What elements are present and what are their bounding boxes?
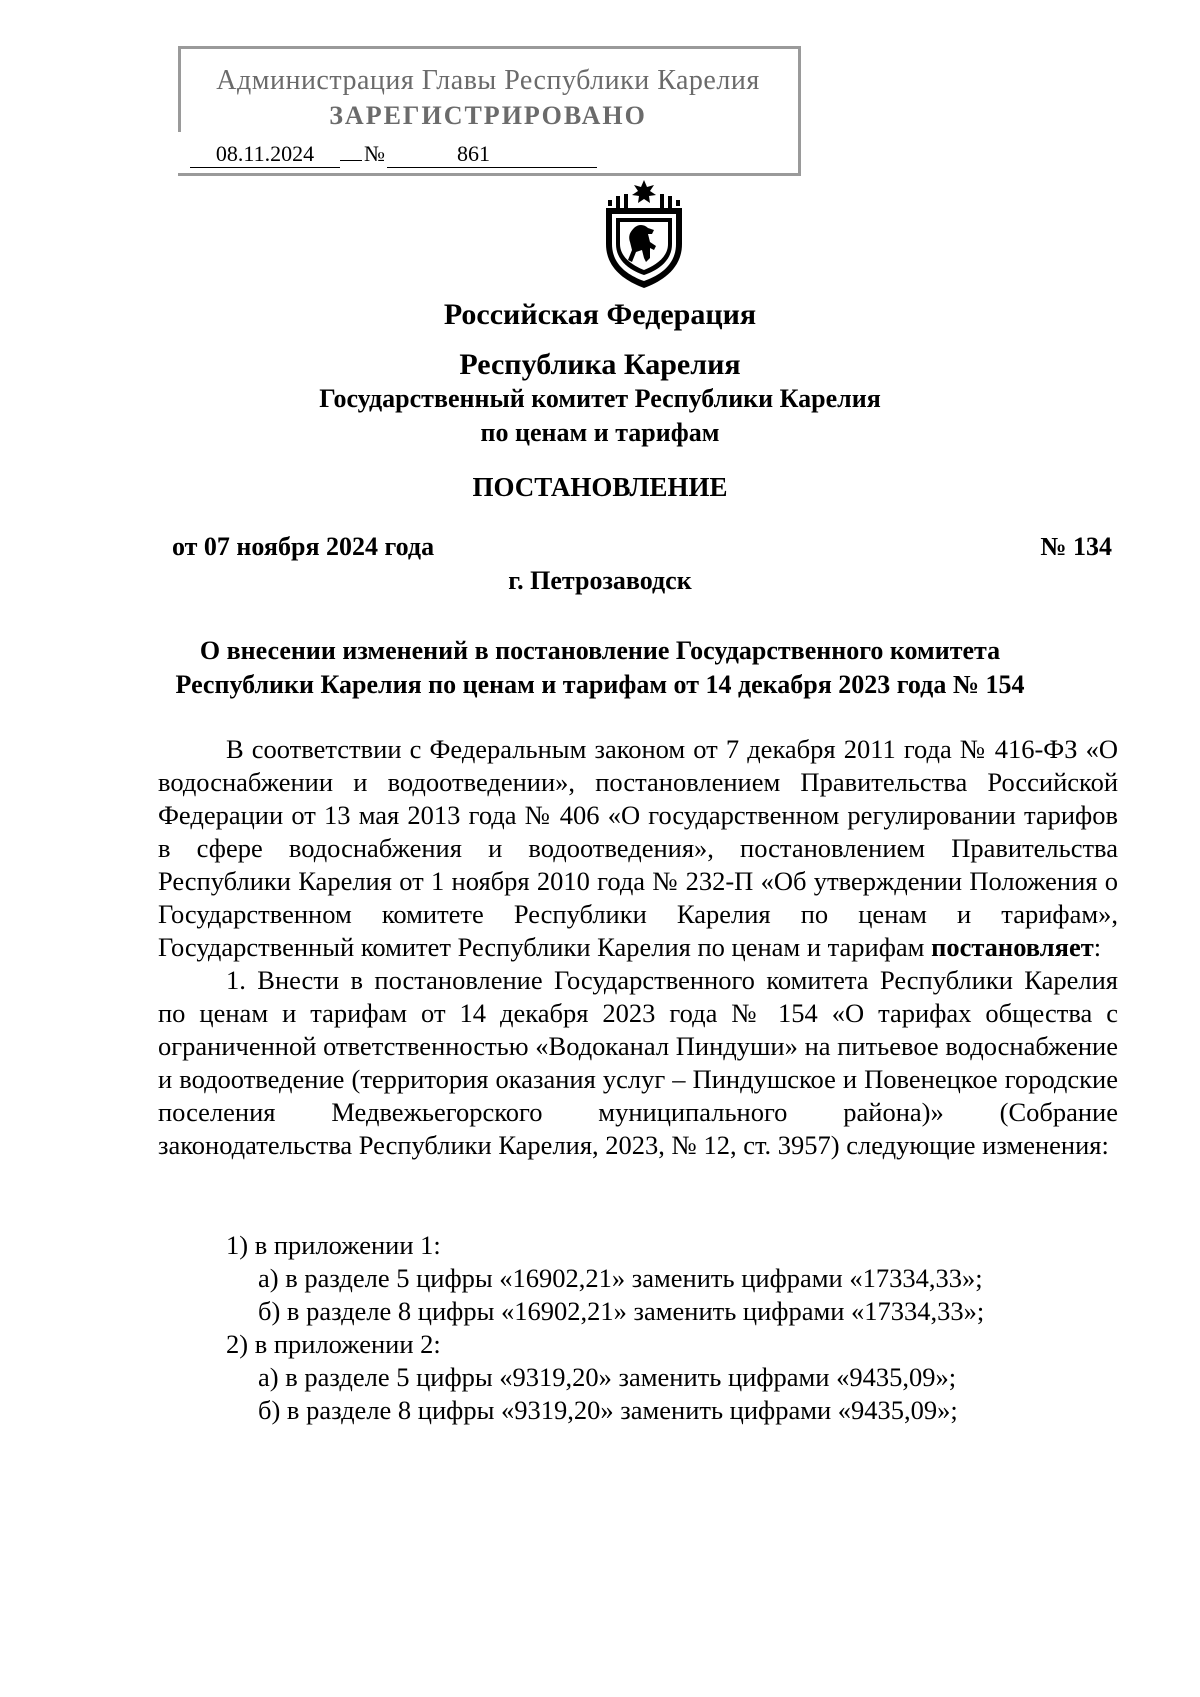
- document-title-line1: О внесении изменений в постановление Государственного комитета: [199, 636, 1001, 665]
- document-date: от 07 ноября 2024 года: [172, 532, 435, 561]
- header-committee-scope: по ценам и тарифам: [480, 418, 720, 447]
- stamp-number: 861: [387, 141, 597, 168]
- preamble-text: В соответствии с Федеральным законом от 7 декабря 2011 года № 416-ФЗ «О водоснабжении и водоотведении», постановлением Правительства Российской Федерации от 13 мая 2013 года № 406 «О государственном регулировании тарифов в сфере водоснабжения и водоотведения», постановлением Правительства Республики Карелия от 1 ноября 2010 года № 232-П «Об утверждении Положения о Государственном комитете Республики Карелия по ценам и тарифам», Государственный комитет Республики Карелия по ценам и тарифам: [158, 734, 1118, 962]
- sub-item-2b: б) в разделе 8 цифры «9319,20» заменить цифрами «9435,09»;: [258, 1395, 958, 1425]
- sub-item-appendix-1: 1) в приложении 1:: [226, 1230, 441, 1260]
- header-republic: Республика Карелия: [459, 348, 741, 381]
- stamp-authority: Администрация Главы Республики Карелия: [216, 65, 760, 96]
- stamp-date: 08.11.2024: [190, 141, 340, 168]
- document-type: ПОСТАНОВЛЕНИЕ: [472, 472, 728, 502]
- karelia-coat-of-arms-icon: [598, 178, 690, 290]
- sub-item-1a: а) в разделе 5 цифры «16902,21» заменить цифрами «17334,33»;: [258, 1263, 983, 1293]
- document-number: № 134: [1040, 532, 1112, 561]
- stamp-registration-line: [190, 141, 597, 168]
- sub-item-appendix-2: 2) в приложении 2:: [226, 1329, 441, 1359]
- point-1-paragraph: 1. Внести в постановление Государственного комитета Республики Карелия по ценам и тарифам от 14 декабря 2023 года № 154 «О тарифах общества с ограниченной ответственностью «Водоканал Пиндуши» на питьевое водоснабжение и водоотведение (территория оказания услуг – Пиндушское и Повенецкое городские поселения Медвежьегорского муниципального района)» (Собрание законодательства Республики Карелия, 2023, № 12, ст. 3957) следующие изменения:: [158, 965, 1118, 1160]
- preamble-paragraph: [158, 733, 1118, 964]
- stamp-registered: ЗАРЕГИСТРИРОВАНО: [329, 101, 647, 130]
- document-city: г. Петрозаводск: [508, 566, 692, 595]
- stamp-number-sign: №: [364, 141, 385, 166]
- header-country: Российская Федерация: [443, 298, 757, 331]
- preamble-colon: :: [1093, 932, 1102, 962]
- sub-item-2a: а) в разделе 5 цифры «9319,20» заменить цифрами «9435,09»;: [258, 1362, 957, 1392]
- sub-item-1b: б) в разделе 8 цифры «16902,21» заменить цифрами «17334,33»;: [258, 1296, 985, 1326]
- header-committee: Государственный комитет Республики Карелия: [319, 384, 881, 413]
- preamble-decree-word: постановляет: [931, 932, 1094, 962]
- document-title-line2: Республики Карелия по ценам и тарифам от 14 декабря 2023 года № 154: [175, 670, 1025, 699]
- document-body: [158, 733, 1118, 1162]
- stamp-edge: [178, 46, 181, 132]
